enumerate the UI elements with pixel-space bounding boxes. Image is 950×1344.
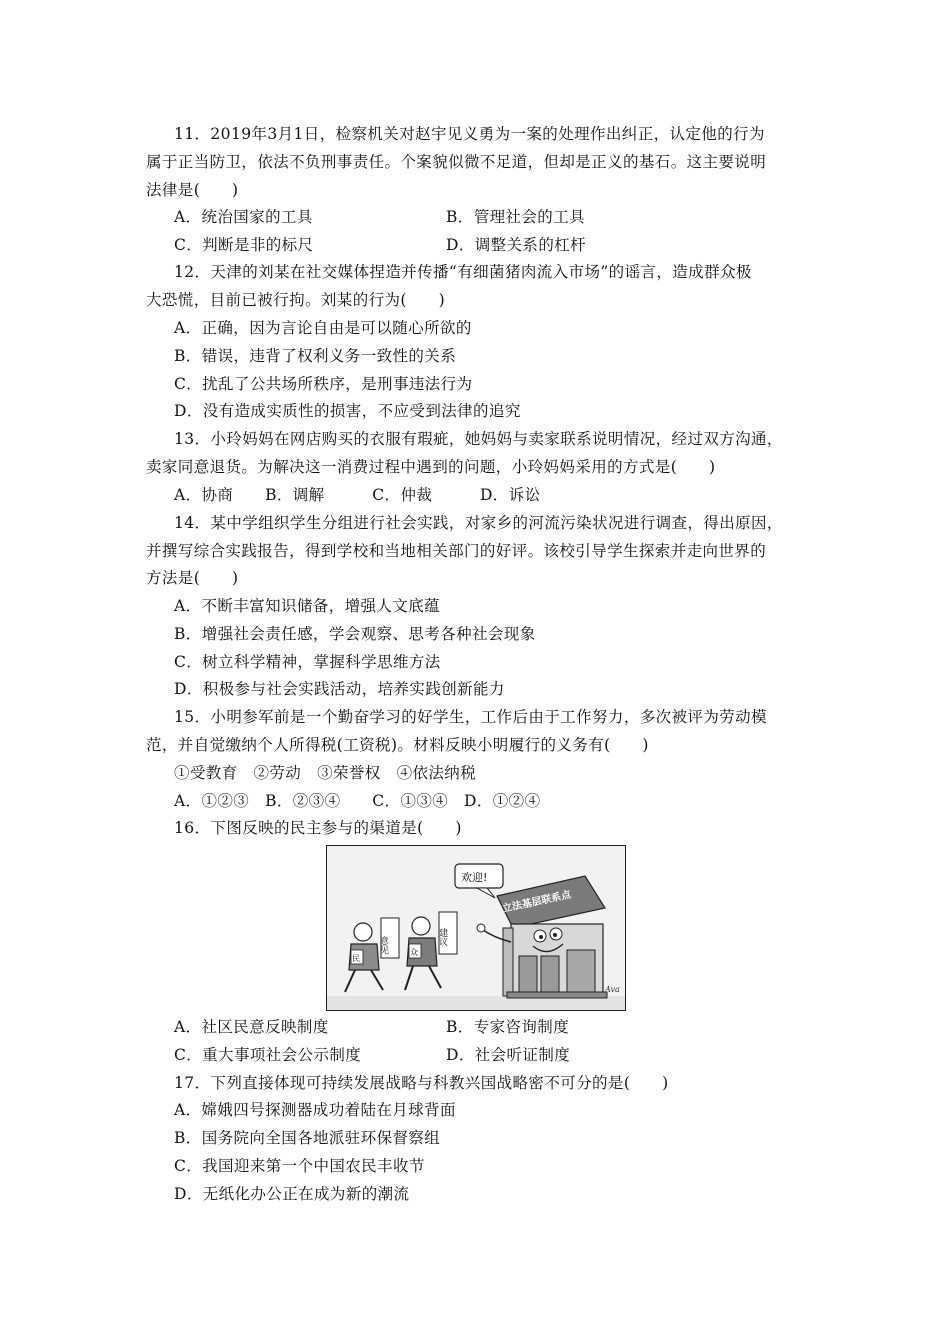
- q15-stem-line1: 15．小明参军前是一个勤奋学习的好学生，工作后由于工作努力，多次被评为劳动模: [174, 708, 767, 726]
- q13-options: A．协商 B．调解 C．仲裁 D．诉讼: [174, 486, 541, 504]
- q12-option-c: C．扰乱了公共场所秩序，是刑事违法行为: [174, 375, 473, 393]
- q12-stem-line2: 大恐慌，目前已被行拘。刘某的行为( ): [146, 291, 446, 309]
- opinion-text: 意见: [378, 936, 388, 954]
- q16-illustration: [326, 845, 626, 1011]
- q15-stem-line2: 范，并自觉缴纳个人所得税(工资税)。材料反映小明履行的义务有( ): [146, 736, 649, 754]
- q13-stem-line2: 卖家同意退货。为解决这一消费过程中遇到的问题，小玲妈妈采用的方式是( ): [146, 458, 716, 476]
- q11-stem-line3: 法律是( ): [146, 181, 239, 199]
- q14-stem-line1: 14．某中学组织学生分组进行社会实践，对家乡的河流污染状况进行调查，得出原因，: [174, 514, 783, 532]
- artist-signature: Ava: [605, 985, 620, 994]
- q12-option-a: A．正确，因为言论自由是可以随心所欲的: [174, 319, 472, 337]
- q14-option-c: C．树立科学精神，掌握科学思维方法: [174, 653, 441, 671]
- q16-option-b: B．专家咨询制度: [446, 1018, 570, 1036]
- q14-option-b: B．增强社会责任感，学会观察、思考各种社会现象: [174, 625, 536, 643]
- q12-stem-line1: 12．天津的刘某在社交媒体捏造并传播“有细菌猪肉流入市场”的谣言，造成群众极: [174, 263, 752, 281]
- q16-option-c: C．重大事项社会公示制度: [174, 1046, 362, 1064]
- q14-stem-line2: 并撰写综合实践报告，得到学校和当地相关部门的好评。该校引导学生探索并走向世界的: [146, 542, 767, 560]
- q17-option-a: A．嫦娥四号探测器成功着陆在月球背面: [174, 1101, 456, 1119]
- q17-option-c: C．我国迎来第一个中国农民丰收节: [174, 1157, 425, 1175]
- q11-stem-line2: 属于正当防卫，依法不负刑事责任。个案貌似微不足道，但却是正义的基石。这主要说明: [146, 153, 767, 171]
- q11-option-b: B．管理社会的工具: [446, 208, 585, 226]
- q15-options: A．①②③ B．②③④ C．①③④ D．①②④: [174, 792, 541, 810]
- q15-items: ①受教育 ②劳动 ③荣誉权 ④依法纳税: [174, 764, 477, 782]
- q14-option-d: D．积极参与社会实践活动，培养实践创新能力: [174, 680, 505, 698]
- q11-option-c: C．判断是非的标尺: [174, 236, 314, 254]
- speech-bubble-text: 欢迎!: [461, 871, 488, 884]
- q17-option-b: B．国务院向全国各地派驻环保督察组: [174, 1129, 441, 1147]
- citizen-figure-1: [345, 923, 383, 992]
- q16-option-a: A．社区民意反映制度: [174, 1018, 329, 1036]
- building-sign-text: 立法基层联系点: [501, 889, 573, 915]
- q17-stem-line1: 17．下列直接体现可持续发展战略与科教兴国战略密不可分的是( ): [174, 1074, 669, 1092]
- q12-option-d: D．没有造成实质性的损害，不应受到法律的追究: [174, 402, 521, 420]
- q11-option-a: A．统治国家的工具: [174, 208, 313, 226]
- suggestion-text: 建议: [437, 928, 447, 946]
- building-icon: [477, 876, 607, 998]
- q13-stem-line1: 13．小玲妈妈在网店购买的衣服有瑕疵，她妈妈与卖家联系说明情况，经过双方沟通，: [174, 430, 783, 448]
- q11-option-d: D．调整关系的杠杆: [446, 236, 587, 254]
- q12-option-b: B．错误，违背了权利义务一致性的关系: [174, 347, 457, 365]
- q17-option-d: D．无纸化办公正在成为新的潮流: [174, 1185, 410, 1203]
- q14-option-a: A．不断丰富知识储备，增强人文底蕴: [174, 597, 440, 615]
- q16-option-d: D．社会听证制度: [446, 1046, 571, 1064]
- q16-stem-line1: 16．下图反映的民主参与的渠道是( ): [174, 819, 462, 837]
- badge-text-1: 民: [352, 954, 360, 963]
- q11-stem-line1: 11．2019年3月1日，检察机关对赵宇见义勇为一案的处理作出纠正，认定他的行为: [174, 125, 765, 143]
- q14-stem-line3: 方法是( ): [146, 569, 239, 587]
- badge-text-2: 众: [410, 948, 418, 957]
